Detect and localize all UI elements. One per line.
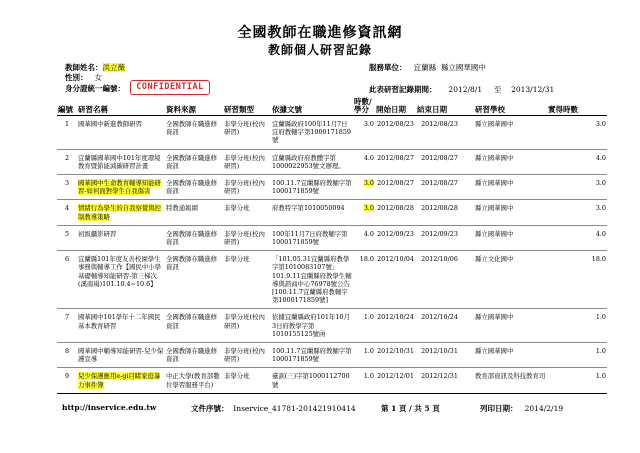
cell-end-text: 2012/08/27 xyxy=(421,179,458,188)
cell-actual xyxy=(547,225,607,250)
cell-hours-text: 1.0 xyxy=(363,372,374,381)
print-date: 2014/2/19 xyxy=(524,404,564,413)
cell-course-text: 情緒行為學生的自我察覺與控制教導策略 xyxy=(78,204,162,221)
id-line xyxy=(65,83,125,94)
cell-source-text: 全國教師在職進修資訊 xyxy=(166,179,218,196)
cell-end-text: 2012/09/23 xyxy=(421,229,458,238)
cell-hours xyxy=(353,251,375,309)
cell-source xyxy=(165,368,223,393)
cell-actual xyxy=(547,200,607,225)
cell-type-text: 非學分班 xyxy=(224,372,250,381)
cell-source xyxy=(165,225,223,250)
cell-end xyxy=(416,149,463,174)
cell-no-text: 2 xyxy=(64,153,70,162)
cell-doc xyxy=(271,225,353,250)
cell-course-text: 宜蘭縣國華國中101年度環境教育暨節能減碳研習計畫 xyxy=(78,153,161,170)
cell-start xyxy=(375,149,416,174)
print-date-label: 列印日期： xyxy=(480,404,518,413)
cell-hours-text: 4.0 xyxy=(363,229,374,238)
cell-source xyxy=(165,175,223,200)
training-records-table xyxy=(57,97,607,394)
cell-source xyxy=(165,200,223,225)
cell-school xyxy=(463,225,547,250)
teacher-name-label: 教師姓名： xyxy=(65,63,103,72)
cell-hours xyxy=(353,200,375,225)
cell-type-text: 非學分班(校內研習) xyxy=(224,153,265,170)
cell-actual-text: 4.0 xyxy=(595,229,606,238)
cell-doc xyxy=(271,251,353,309)
cell-school xyxy=(463,116,547,150)
cell-actual-text: 3.0 xyxy=(595,179,606,188)
cell-actual xyxy=(547,149,607,174)
cell-source-text: 全國教師在職進修資訊 xyxy=(166,347,218,364)
cell-end-text: 2012/10/06 xyxy=(421,255,458,264)
cell-source-text: 全國教師在職進修資訊 xyxy=(166,153,218,170)
cell-end xyxy=(416,116,463,150)
cell-end xyxy=(416,368,463,393)
page-indicator: 第 1 頁 / 共 5 頁 xyxy=(381,404,440,413)
cell-no xyxy=(57,368,77,393)
cell-source xyxy=(165,309,223,343)
period-to: 至 xyxy=(494,85,502,94)
header-hours: 時數/學分 xyxy=(353,97,375,116)
cell-doc xyxy=(271,116,353,150)
cell-course xyxy=(77,175,165,200)
cell-actual-text: 3.0 xyxy=(595,204,606,213)
header-end: 結束日期 xyxy=(416,97,463,116)
cell-school-text: 縣立國華國中 xyxy=(475,204,514,213)
cell-course xyxy=(77,225,165,250)
cell-actual-text: 1.0 xyxy=(595,313,606,322)
cell-end xyxy=(416,343,463,368)
cell-school xyxy=(463,200,547,225)
print-date-line xyxy=(480,403,563,414)
cell-type xyxy=(223,225,271,250)
cell-source xyxy=(165,149,223,174)
gender-label: 性別： xyxy=(65,73,88,82)
cell-start-text: 2012/08/28 xyxy=(377,204,414,213)
cell-type-text: 非學分班(校內研習) xyxy=(224,347,265,364)
cell-no-text: 8 xyxy=(64,347,70,356)
cell-end-text: 2012/08/23 xyxy=(421,120,458,128)
id-label: 身分證統一編號： xyxy=(65,84,125,93)
cell-type-text: 非學分班(校內研習) xyxy=(224,313,265,330)
cell-doc xyxy=(271,343,353,368)
table-row xyxy=(57,116,607,150)
cell-source xyxy=(165,251,223,309)
cell-course-text: 國華國中輔導知能研習-兒少保護宣導 xyxy=(78,347,164,364)
header-school: 研習學校 xyxy=(463,97,547,116)
cell-actual-text: 1.0 xyxy=(595,347,606,356)
period-start: 2012/8/1 xyxy=(448,85,483,94)
cell-no-text: 6 xyxy=(64,255,70,264)
cell-start-text: 2012/12/01 xyxy=(377,372,414,381)
cell-actual-text: 4.0 xyxy=(595,153,606,162)
cell-start xyxy=(375,251,416,309)
cell-actual xyxy=(547,251,607,309)
cell-source-text: 全國教師在職進修資訊 xyxy=(166,120,218,137)
cell-end xyxy=(416,175,463,200)
cell-source-text: 全國教師在職進修資訊 xyxy=(166,313,218,330)
cell-type-text: 非學分班(校內研習) xyxy=(224,179,265,196)
table-row xyxy=(57,368,607,393)
header-no: 編號 xyxy=(57,97,77,116)
cell-no-text: 3 xyxy=(64,179,70,188)
cell-school xyxy=(463,149,547,174)
cell-start xyxy=(375,343,416,368)
header-type: 研習類型 xyxy=(223,97,271,116)
header-doc: 依據文號 xyxy=(271,97,353,116)
cell-start-text: 2012/08/27 xyxy=(377,153,414,162)
cell-hours xyxy=(353,116,375,150)
cell-no-text: 9 xyxy=(64,372,70,381)
unit-school: 縣立國華國中 xyxy=(440,63,486,72)
cell-school xyxy=(463,343,547,368)
cell-school xyxy=(463,175,547,200)
table-header-row xyxy=(57,97,607,116)
cell-course-text: 國華國中生命教育輔導知能研習-如何面對學生自我傷害 xyxy=(78,179,162,196)
header-source: 資料來源 xyxy=(165,97,223,116)
gender-line xyxy=(65,72,102,83)
cell-school-text: 縣立國華國中 xyxy=(475,347,514,356)
cell-type-text: 非學分班(校內研習) xyxy=(224,229,265,247)
cell-end-text: 2012/10/24 xyxy=(421,313,458,322)
cell-doc-text: 100年11月7日府教輔字第1000171859號 xyxy=(272,229,348,247)
cell-school-text: 縣立國華國中 xyxy=(475,120,514,128)
cell-course-text: 國華國中新進教師研習 xyxy=(78,120,142,128)
cell-school-text: 縣立國華國中 xyxy=(475,153,514,162)
cell-school xyxy=(463,251,547,309)
cell-type xyxy=(223,116,271,150)
cell-doc xyxy=(271,309,353,343)
cell-hours xyxy=(353,225,375,250)
cell-hours-text: 4.0 xyxy=(363,153,374,162)
doc-number-label: 文件序號： xyxy=(191,404,229,413)
cell-type xyxy=(223,200,271,225)
cell-actual xyxy=(547,309,607,343)
cell-type xyxy=(223,251,271,309)
cell-actual-text: 3.0 xyxy=(595,120,606,128)
cell-doc-text: 100.11.7宜蘭縣府教輔字第1000171859號 xyxy=(272,347,352,364)
cell-course xyxy=(77,368,165,393)
cell-doc-text: 依據宜蘭縣政府101年10月3日府教學字第1010155125號函 xyxy=(272,313,350,338)
cell-type xyxy=(223,343,271,368)
cell-doc xyxy=(271,368,353,393)
cell-end xyxy=(416,251,463,309)
cell-doc-text: 宜蘭縣政府100年11月7日宜府教輔字第1000171859號 xyxy=(272,120,352,145)
cell-actual xyxy=(547,175,607,200)
cell-start xyxy=(375,368,416,393)
unit-county: 宜蘭縣 xyxy=(413,63,437,72)
cell-type-text: 非學分班(校內研習) xyxy=(224,120,265,137)
cell-type-text: 非學分班 xyxy=(224,204,250,213)
cell-no xyxy=(57,175,77,200)
document-title: 全國教師在職進修資訊網 xyxy=(237,25,403,41)
cell-no-text: 7 xyxy=(64,313,70,322)
cell-actual xyxy=(547,116,607,150)
cell-source-text: 中正大學(教育部數位學習服務平台) xyxy=(166,372,220,389)
service-unit-line xyxy=(369,62,486,73)
cell-type xyxy=(223,175,271,200)
cell-end xyxy=(416,200,463,225)
cell-type-text: 非學分班 xyxy=(224,255,250,264)
cell-end-text: 2012/12/31 xyxy=(421,372,458,381)
teacher-name: 洪立薇 xyxy=(102,63,125,72)
cell-school-text: 縣立國華國中 xyxy=(475,313,514,322)
cell-end-text: 2012/08/28 xyxy=(421,204,458,213)
cell-doc-text: 臺訓(三)字第1000112700號 xyxy=(272,372,350,389)
cell-source xyxy=(165,116,223,150)
cell-no xyxy=(57,116,77,150)
cell-course xyxy=(77,200,165,225)
cell-end xyxy=(416,225,463,250)
cell-no xyxy=(57,309,77,343)
cell-end-text: 2012/10/31 xyxy=(421,347,458,356)
cell-hours xyxy=(353,149,375,174)
footer-doc-number xyxy=(191,403,356,414)
cell-hours-text: 3.0 xyxy=(363,179,374,188)
cell-no xyxy=(57,149,77,174)
cell-doc-text: 宜蘭縣政府府教體字第1000022953號文辦理。 xyxy=(272,153,345,170)
cell-end xyxy=(416,309,463,343)
cell-source xyxy=(165,343,223,368)
cell-no xyxy=(57,343,77,368)
period-label: 此表研習記錄期間： xyxy=(369,85,437,94)
cell-hours xyxy=(353,175,375,200)
cell-school-text: 教育部資訊及科技教育司 xyxy=(475,372,546,381)
cell-doc-text: 100.11.7宜蘭縣府教輔字第1000171859號 xyxy=(272,179,352,196)
cell-course-text: 國華國中101學年十二年國民基本教育研習 xyxy=(78,313,161,330)
cell-actual xyxy=(547,368,607,393)
cell-course xyxy=(77,343,165,368)
cell-start xyxy=(375,225,416,250)
cell-hours-text: 18.0 xyxy=(359,255,374,264)
period-end: 2013/12/31 xyxy=(511,85,555,94)
period-line xyxy=(369,84,554,95)
footer-url: http://inservice.edu.tw xyxy=(62,403,157,412)
cell-school-text: 縣立國華國中 xyxy=(475,229,514,238)
cell-type xyxy=(223,309,271,343)
table-row xyxy=(57,149,607,174)
cell-hours xyxy=(353,368,375,393)
cell-hours-text: 3.0 xyxy=(363,204,374,213)
cell-actual-text: 18.0 xyxy=(591,255,606,264)
cell-start-text: 2012/08/27 xyxy=(377,179,414,188)
header-course: 研習名稱 xyxy=(77,97,165,116)
cell-hours-text: 1.0 xyxy=(363,313,374,322)
cell-hours xyxy=(353,309,375,343)
table-row xyxy=(57,251,607,309)
cell-no xyxy=(57,225,77,250)
cell-doc-text: 府教特字第1010050094 xyxy=(272,204,345,213)
cell-course xyxy=(77,149,165,174)
table-row xyxy=(57,343,607,368)
cell-no xyxy=(57,200,77,225)
cell-start-text: 2012/10/24 xyxy=(377,313,414,322)
cell-doc-text: 「101.05.31宜蘭縣府教學字第1010083107號」101.9.11宜蘭縣府教學生輔導與諮商中心76978號公告[100.11.7宜蘭縣府教輔字第1000171859號] xyxy=(272,255,352,305)
table-row xyxy=(57,200,607,225)
cell-no-text: 1 xyxy=(64,120,70,128)
cell-start-text: 2012/10/31 xyxy=(377,347,414,356)
cell-course xyxy=(77,309,165,343)
cell-hours-text: 1.0 xyxy=(363,347,374,356)
table-row xyxy=(57,309,607,343)
cell-start xyxy=(375,175,416,200)
cell-actual-text: 1.0 xyxy=(595,372,606,381)
cell-no xyxy=(57,251,77,309)
cell-type xyxy=(223,368,271,393)
cell-no-text: 4 xyxy=(64,204,70,213)
cell-actual xyxy=(547,343,607,368)
cell-doc xyxy=(271,149,353,174)
cell-source-text: 全國教師在職進修資訊 xyxy=(166,229,218,247)
cell-start-text: 2012/09/23 xyxy=(377,229,414,238)
header-start: 開始日期 xyxy=(375,97,416,116)
confidential-stamp: CONFIDENTIAL xyxy=(130,80,210,95)
cell-school xyxy=(463,368,547,393)
unit-label: 服務單位： xyxy=(369,63,407,72)
cell-course-text: 宜蘭縣101年度友善校園學生事務與輔導工作【國民中小學基礎輔導知能研習-第三梯次(溪南場)101.10.4~10.6】 xyxy=(78,255,162,288)
cell-course-text: 兒少保護應用e-gi目睹家庭暴力事件簿 xyxy=(78,372,161,389)
cell-start-text: 2012/08/23 xyxy=(377,120,414,128)
cell-course-text: 初級攝影研習 xyxy=(78,229,117,238)
header-actual: 實得時數 xyxy=(547,97,607,116)
cell-course xyxy=(77,116,165,150)
cell-hours-text: 3.0 xyxy=(363,120,374,128)
cell-source-text: 全國教師在職進修資訊 xyxy=(166,255,218,272)
cell-school-text: 縣立文化國中 xyxy=(475,255,514,264)
cell-end-text: 2012/08/27 xyxy=(421,153,458,162)
cell-school xyxy=(463,309,547,343)
document-subtitle: 教師個人研習記錄 xyxy=(267,43,372,57)
cell-course xyxy=(77,251,165,309)
gender-value: 女 xyxy=(94,73,103,82)
cell-type xyxy=(223,149,271,174)
table-row xyxy=(57,225,607,250)
cell-start-text: 2012/10/04 xyxy=(377,255,414,264)
cell-source-text: 特教通報網 xyxy=(166,204,198,213)
table-row xyxy=(57,175,607,200)
cell-doc xyxy=(271,175,353,200)
cell-doc xyxy=(271,200,353,225)
doc-number: Inservice_41781-201421910414 xyxy=(233,404,356,413)
cell-start xyxy=(375,309,416,343)
cell-no-text: 5 xyxy=(64,229,70,238)
cell-hours xyxy=(353,343,375,368)
cell-school-text: 縣立國華國中 xyxy=(475,179,514,188)
cell-start xyxy=(375,200,416,225)
cell-start xyxy=(375,116,416,150)
